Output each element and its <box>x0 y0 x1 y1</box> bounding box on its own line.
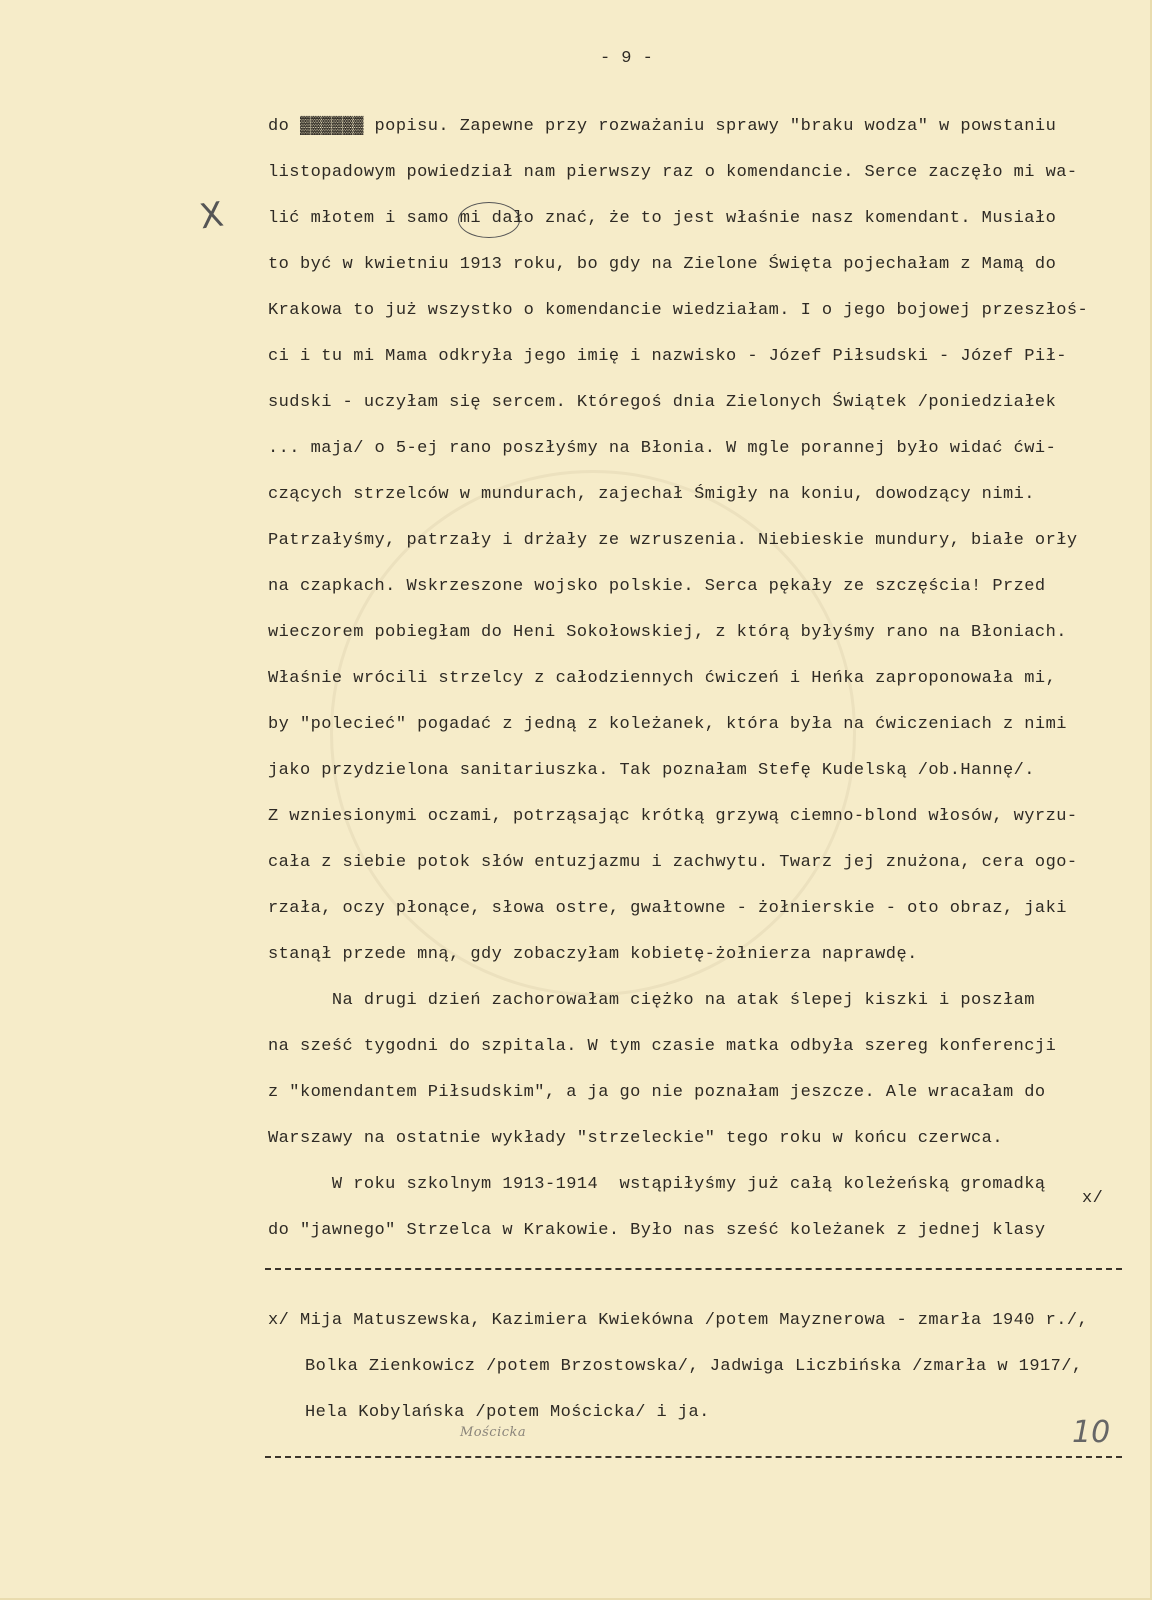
body-line: ci i tu mi Mama odkryła jego imię i nazwisko - Józef Piłsudski - Józef Pił- <box>268 347 1067 366</box>
body-line: jako przydzielona sanitariuszka. Tak poznałam Stefę Kudelską /ob.Hannę/. <box>268 761 1035 780</box>
body-line: na czapkach. Wskrzeszone wojsko polskie. Serca pękały ze szczęścia! Przed <box>268 577 1046 596</box>
body-line: Na drugi dzień zachorowałam ciężko na atak ślepej kiszki i poszłam <box>268 991 1035 1010</box>
body-line: do "jawnego" Strzelca w Krakowie. Było nas sześć koleżanek z jednej klasy <box>268 1221 1046 1240</box>
body-line: ... maja/ o 5-ej rano poszłyśmy na Błonia. W mgle porannej było widać ćwi- <box>268 439 1057 458</box>
body-line: rzała, oczy płonące, słowa ostre, gwałtowne - żołnierskie - oto obraz, jaki <box>268 899 1067 918</box>
margin-page-number: 10 <box>1072 1415 1111 1450</box>
footnote-separator-top <box>265 1268 1122 1270</box>
body-line: Krakowa to już wszystko o komendancie wiedziałam. I o jego bojowej przeszłoś- <box>268 301 1089 320</box>
body-line: Z wzniesionymi oczami, potrząsając krótką grzywą ciemno-blond włosów, wyrzu- <box>268 807 1078 826</box>
body-line: Właśnie wrócili strzelcy z całodziennych ćwiczeń i Heńka zaproponowała mi, <box>268 669 1057 688</box>
footnote-separator-bottom <box>265 1456 1122 1458</box>
body-line: Warszawy na ostatnie wykłady "strzeleckie" tego roku w końcu czerwca. <box>268 1129 1003 1148</box>
footnote-line: Bolka Zienkowicz /potem Brzostowska/, Jadwiga Liczbińska /zmarła w 1917/, <box>305 1357 1083 1376</box>
body-line: stanął przede mną, gdy zobaczyłam kobietę-żołnierza naprawdę. <box>268 945 918 964</box>
body-line: to być w kwietniu 1913 roku, bo gdy na Zielone Święta pojechałam z Mamą do <box>268 255 1057 274</box>
body-line: lić młotem i samo mi dało znać, że to jest właśnie nasz komendant. Musiało <box>268 209 1057 228</box>
footnote-line: Hela Kobylańska /potem Mościcka/ i ja. <box>305 1403 710 1422</box>
footnote-marker: x/ <box>1082 1189 1104 1208</box>
body-line: by "polecieć" pogadać z jedną z koleżanek, która była na ćwiczeniach z nimi <box>268 715 1067 734</box>
body-line: cała z siebie potok słów entuzjazmu i zachwytu. Twarz jej znużona, cera ogo- <box>268 853 1078 872</box>
footnote-line: x/ Mija Matuszewska, Kazimiera Kwiekówna /potem Mayznerowa - zmarła 1940 r./, <box>268 1311 1089 1330</box>
body-line: listopadowym powiedział nam pierwszy raz o komendancie. Serce zaczęło mi wa- <box>268 163 1078 182</box>
pencil-annotation: Mościcka <box>460 1425 527 1440</box>
body-line: wieczorem pobiegłam do Heni Sokołowskiej, z którą byłyśmy rano na Błoniach. <box>268 623 1067 642</box>
body-line: na sześć tygodni do szpitala. W tym czasie matka odbyła szereg konferencji <box>268 1037 1057 1056</box>
body-line: sudski - uczyłam się sercem. Któregoś dnia Zielonych Świątek /poniedziałek <box>268 393 1057 412</box>
page-number: - 9 - <box>600 49 654 68</box>
body-line: Patrzałyśmy, patrzały i drżały ze wzruszenia. Niebieskie mundury, białe orły <box>268 531 1078 550</box>
margin-x-mark: X <box>197 194 226 238</box>
body-line: czących strzelców w mundurach, zajechał Śmigły na koniu, dowodzący nimi. <box>268 485 1035 504</box>
body-line: do ▓▓▓▓▓▓ popisu. Zapewne przy rozważaniu sprawy "braku wodza" w powstaniu <box>268 117 1057 136</box>
body-line: W roku szkolnym 1913-1914 wstąpiłyśmy już całą koleżeńską gromadką <box>268 1175 1046 1194</box>
body-line: z "komendantem Piłsudskim", a ja go nie poznałam jeszcze. Ale wracałam do <box>268 1083 1046 1102</box>
